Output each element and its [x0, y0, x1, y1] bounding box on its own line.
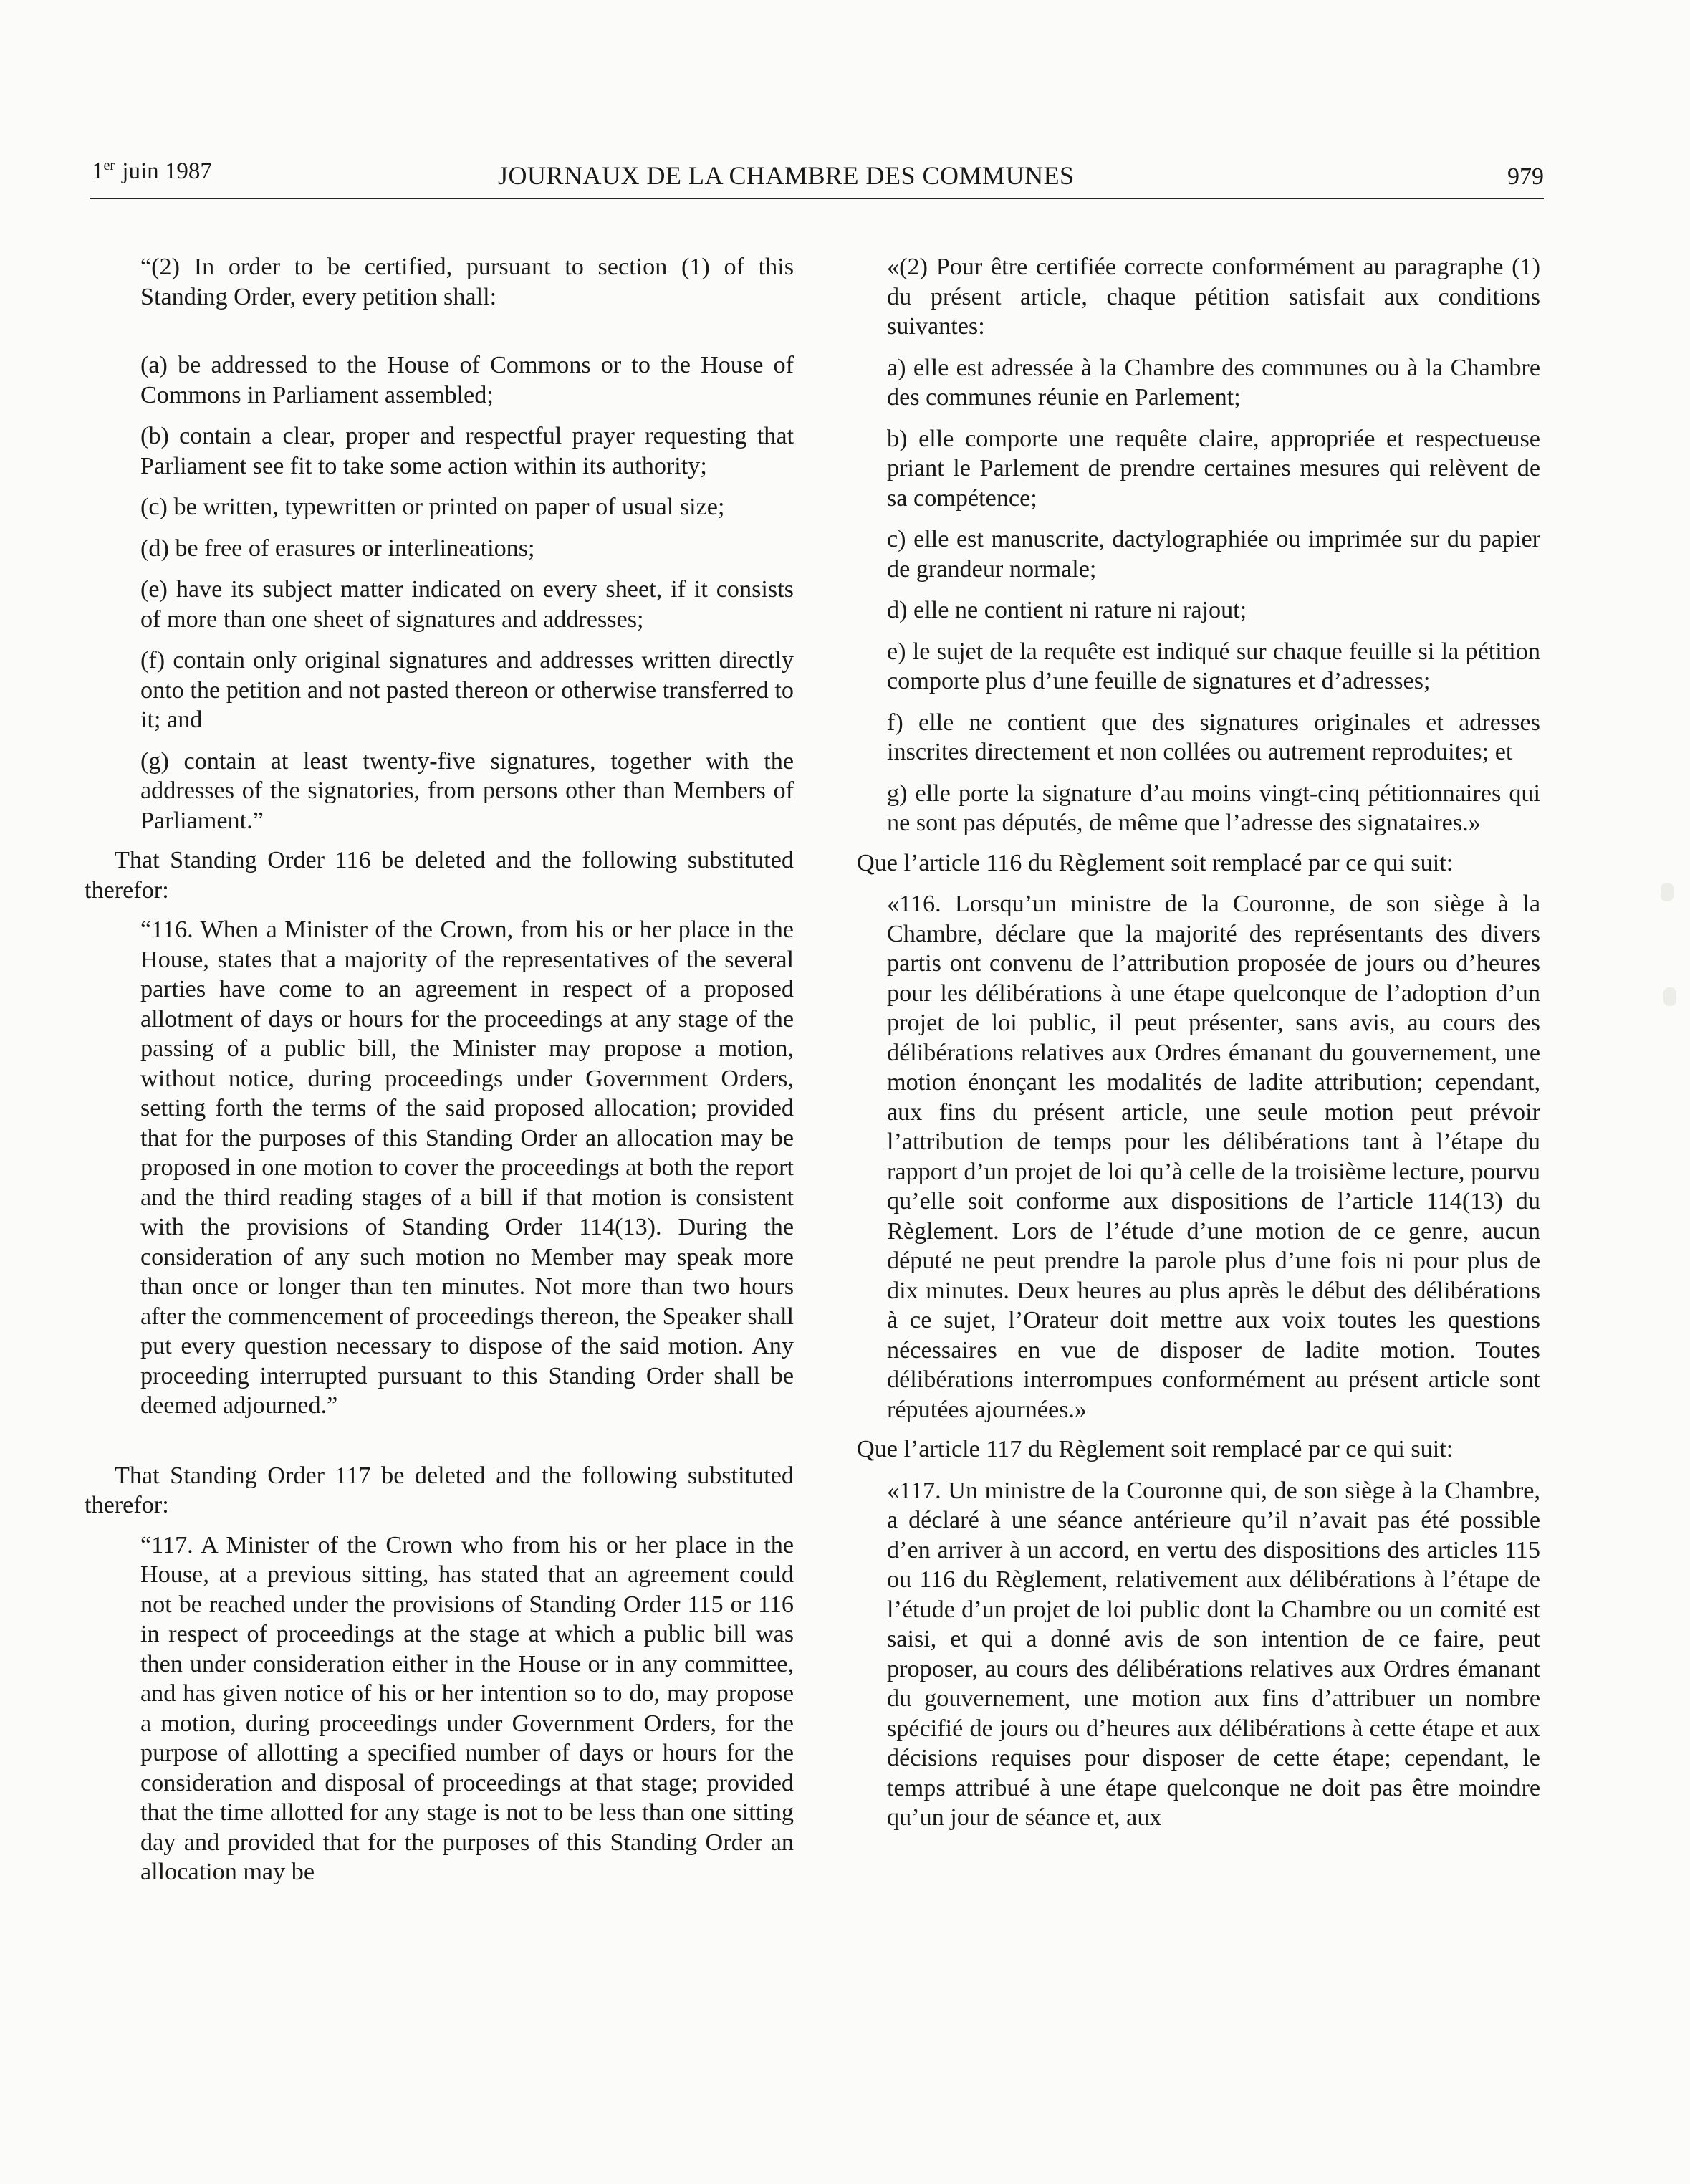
fr-item-c: c) elle est manuscrite, dactylographiée ou imprimée sur du papier de grandeur normale;: [887, 526, 1540, 583]
en-item-b: (b) contain a clear, proper and respectful prayer requesting that Parliament see fit to take some action within its authority;: [140, 423, 794, 479]
scan-speck: [1663, 987, 1676, 1006]
en-motion-116: That Standing Order 116 be deleted and the following substituted therefor:: [85, 847, 794, 904]
fr-item-d: d) elle ne contient ni rature ni rajout;: [887, 597, 1247, 623]
fr-order-117: «117. Un ministre de la Couronne qui, de son siège à la Chambre, a déclaré à une séance antérieure qu’il n’avait pas été possible d’en arriver à un accord, en vertu des dispositions des articles 115 ou 116 du Règlement, relativement aux délibérations à l’étape de l’étude d’un projet de loi public dont la Chambre ou un comité est saisi, et qui a donné avis de son intention de ce faire, peut proposer, au cours des délibérations relatives aux Ordres émanant du gouvernement, une motion aux fins d’attribuer un nombre spécifié de jours ou d’heures aux délibérations à cette étape et aux décisions requises pour disposer de cette étape; cependant, le temps attribué à une étape quelconque ne doit pas être moindre qu’un jour de séance et, aux: [887, 1477, 1540, 1831]
fr-motion-117: Que l’article 117 du Règlement soit remplacé par ce qui suit:: [857, 1436, 1454, 1462]
en-item-g: (g) contain at least twenty-five signatures, together with the addresses of the signatories, from persons other than Members of Parliament.”: [140, 747, 794, 834]
fr-item-g: g) elle porte la signature d’au moins vingt-cinq pétitionnaires qui ne sont pas députés, de même que l’adresse des signataires.»: [887, 780, 1540, 836]
header-title: JOURNAUX DE LA CHAMBRE DES COMMUNES: [498, 161, 1075, 190]
en-order-116: “116. When a Minister of the Crown, from his or her place in the House, states that a majority of the representatives of the several parties have come to an agreement in respect of a proposed allotment of days or hours for the proceedings at any stage of the passing of a public bill, the Minister may propose a motion, without notice, during proceedings under Government Orders, setting forth the terms of the said proposed allocation; provided that for the purposes of this Standing Order an allocation may be proposed in one motion to cover the proceedings at both the report and the third reading stages of a bill if that motion is consistent with the provisions of Standing Order 114(13). During the consideration of any such motion no Member may speak more than once or longer than ten minutes. Not more than two hours after the commencement of proceedings thereon, the Speaker shall put every question necessary to dispose of the said motion. Any proceeding interrupted pursuant to this Standing Order shall be deemed adjourned.”: [140, 916, 794, 1419]
en-item-f: (f) contain only original signatures and addresses written directly onto the petition and not pasted thereon or otherwise transferred to it; and: [140, 647, 794, 733]
page-number: 979: [1507, 163, 1544, 190]
fr-item-a: a) elle est adressée à la Chambre des communes ou à la Chambre des communes réunie en Parlement;: [887, 354, 1540, 411]
en-item-e: (e) have its subject matter indicated on every sheet, if it consists of more than one sheet of signatures and addresses;: [140, 576, 794, 633]
fr-paragraph-2: «(2) Pour être certifiée correcte conformément au paragraphe (1) du présent article, chaque pétition satisfait aux conditions suivantes:: [887, 254, 1540, 340]
page-header: [90, 158, 1544, 199]
en-item-a: (a) be addressed to the House of Commons or to the House of Commons in Parliament assembled;: [140, 352, 794, 408]
header-date: 1er juin 1987: [92, 158, 212, 184]
english-column: [85, 252, 794, 1887]
fr-item-e: e) le sujet de la requête est indiqué sur chaque feuille si la pétition comporte plus d’une feuille de signatures et d’adresses;: [887, 638, 1540, 694]
fr-item-f: f) elle ne contient que des signatures originales et adresses inscrites directement et non collées ou autrement reproduites; et: [887, 709, 1540, 765]
en-motion-117: That Standing Order 117 be deleted and the following substituted therefor:: [85, 1462, 794, 1518]
scan-speck: [1661, 883, 1674, 901]
en-item-c: (c) be written, typewritten or printed on paper of usual size;: [140, 494, 725, 520]
fr-motion-116: Que l’article 116 du Règlement soit remplacé par ce qui suit:: [857, 849, 1454, 876]
en-order-117: “117. A Minister of the Crown who from his or her place in the House, at a previous sitting, has stated that an agreement could not be reached under the provisions of Standing Order 115 or 116 in respect of proceedings at the stage at which a public bill was then under consideration either in the House or in any committee, and has given notice of his or her intention so to do, may propose a motion, during proceedings under Government Orders, for the purpose of allotting a specified number of days or hours for the consideration and disposal of proceedings at that stage; provided that the time allotted for any stage is not to be less than one sitting day and provided that for the purposes of this Standing Order an allocation may be: [140, 1531, 794, 1885]
en-item-d: (d) be free of erasures or interlineations;: [140, 535, 535, 562]
en-paragraph-2: “(2) In order to be certified, pursuant to section (1) of this Standing Order, every petition shall:: [140, 254, 794, 310]
fr-order-116: «116. Lorsqu’un ministre de la Couronne, de son siège à la Chambre, déclare que la majorité des représentants des divers partis ont convenu de l’attribution proposée de jours ou d’heures pour les délibérations à une étape quelconque de l’adoption d’un projet de loi public, il peut présenter, sans avis, au cours des délibérations relatives aux Ordres émanant du gouvernement, une motion énonçant les modalités de ladite attribution; cependant, aux fins du présent article, une seule motion peut prévoir l’attribution de temps pour les délibérations tant à l’étape du rapport d’un projet de loi qu’à celle de la troisième lecture, pourvu qu’elle soit conforme aux dispositions de l’article 114(13) du Règlement. Lors de l’étude d’une motion de ce genre, aucun député ne peut prendre la parole plus d’une fois ni pour plus de dix minutes. Deux heures au plus après le début des délibérations à ce sujet, l’Orateur doit mettre aux voix toutes les questions nécessaires en vue de disposer de ladite motion. Toutes délibérations interrompues conformément au présent article sont réputées ajournées.»: [887, 891, 1540, 1423]
fr-item-b: b) elle comporte une requête claire, appropriée et respectueuse priant le Parlement de prendre certaines mesures qui relèvent de sa compétence;: [887, 425, 1540, 512]
french-column: [857, 252, 1540, 1833]
